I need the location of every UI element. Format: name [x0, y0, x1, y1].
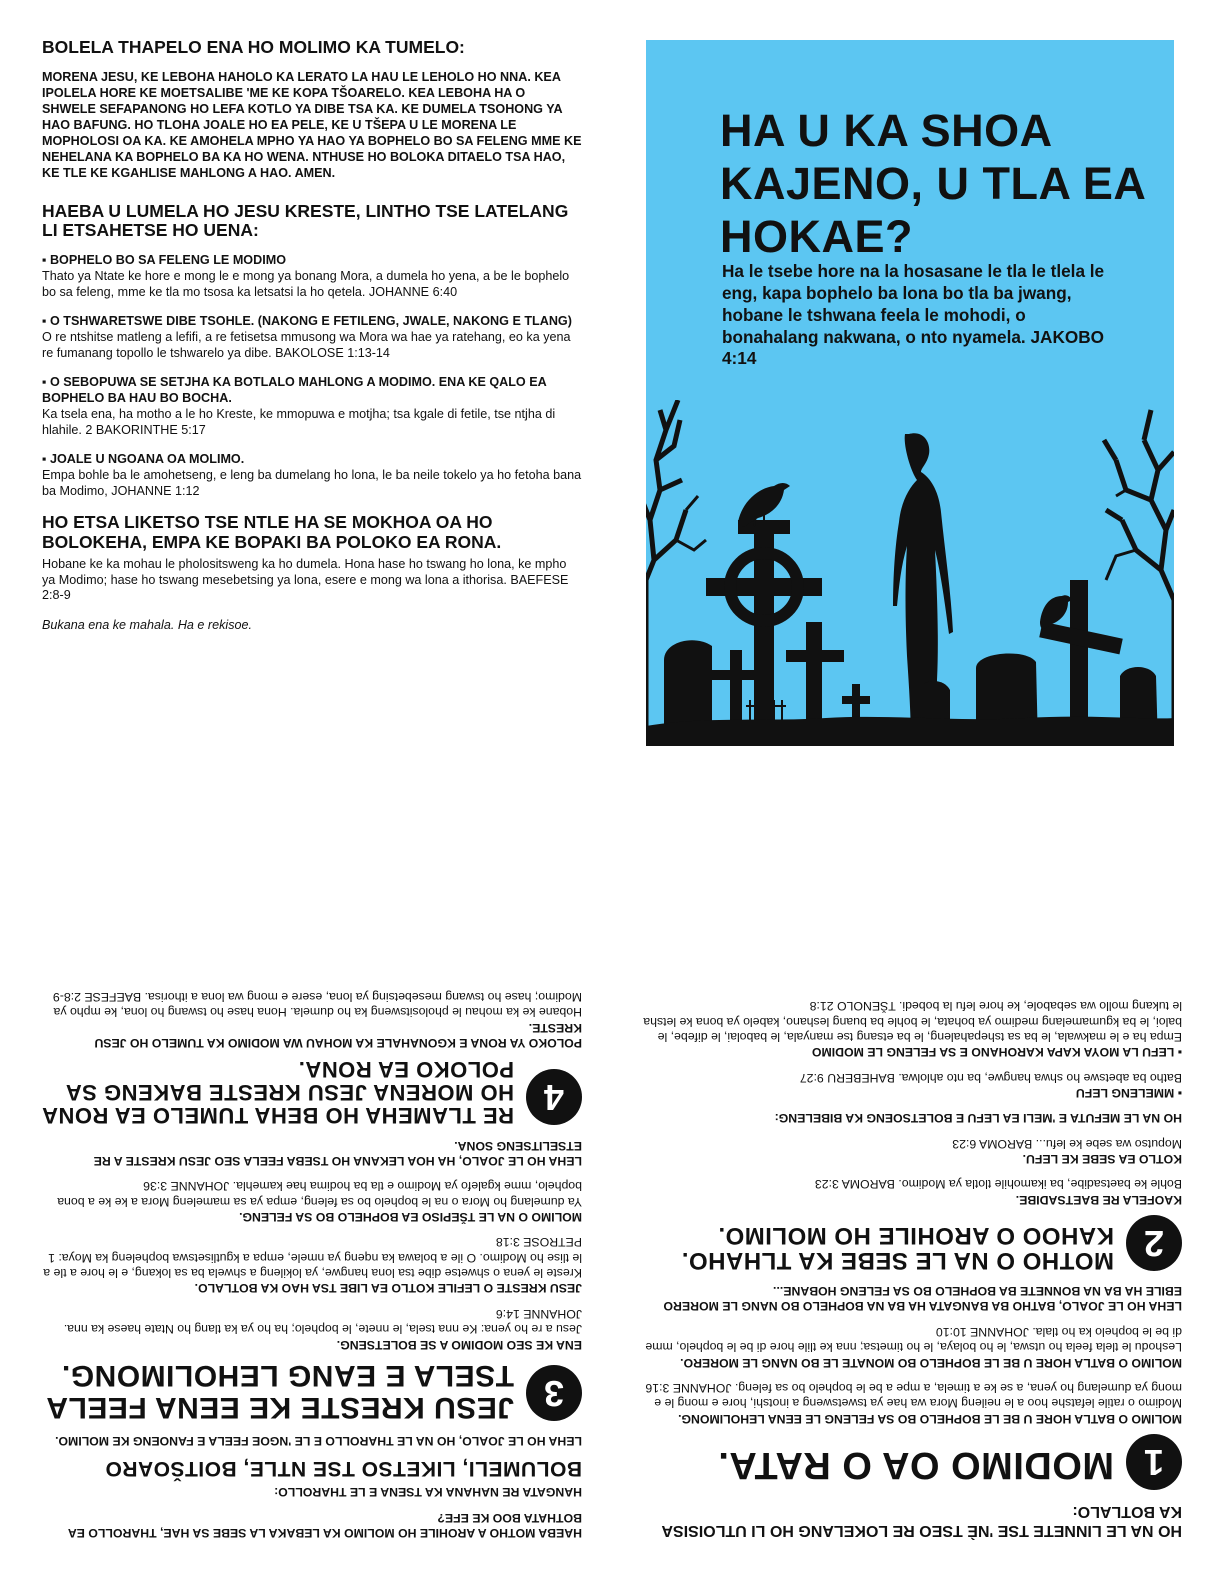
step-number-badge: 2	[1126, 1215, 1182, 1271]
list-item	[42, 452, 582, 500]
truths-page-1-2	[642, 800, 1182, 1540]
point-title: MOLIMO O NA LE TŠEPISO EA BOPHELO BO SA FELENG.	[239, 1210, 582, 1225]
step-3-point	[42, 1234, 582, 1295]
point-title: POLOKO YA RONA E KGONAHALE KA MOHAU WA MODIMO KA TUMELO HO JESU KRESTE.	[94, 1020, 582, 1050]
step-3-conclusion: LEHA HO LE JOALO, HA HOA LEKANA HO TSEBA FEELA SEO JESU KRESTE A RE ETSELITSENG SONA.	[93, 1138, 582, 1168]
item-body: Thato ya Ntate ke hore e mong le e mong ya bonang Mora, a dumela ho yena, a be le bophelo bo sa feleng, mme ke tla mo tsosa ka letsatsi la ho qetela. JOHANNE 6:40	[42, 269, 570, 300]
point-body: Ya dumelang ho Mora o na le bophelo bo sa feleng, empa ya sa mameleng Mora a ke ke a bona bophelo, mme kgalefo ya Modimo e tla ba hodima hae kamehla. JOHANNE 3:36	[57, 1179, 582, 1209]
step-3-point	[42, 1178, 582, 1224]
step-2-point	[642, 1135, 1182, 1166]
item-body: Ka tsela ena, ha motho a le ho Kreste, ke mmopuwa e motjha; tsa kgale di fetile, tse ntjha di hlahile. 2 BAKORINTHE 5:17	[42, 407, 556, 438]
cover-title: HA U KA SHOA KAJENO, U TLA EA HOKAE?	[720, 105, 1145, 263]
point-title: MOLIMO O BATLA HORE U BE LE BOPHELO BO SA FELENG LE EENA LEHOLIMONG.	[678, 1411, 1182, 1426]
celtic-cross	[706, 520, 822, 746]
step-number-badge: 4	[526, 1069, 582, 1125]
truths-intro: HO NA LE LINNETE TSE 'NÈ TSEO RE LOKELANG HO LI UTLOISISA KA BOTLALO:	[662, 1502, 1182, 1539]
item-body: Empa bohle ba le amohetseng, e leng ba dumelang ho lona, le ba neile tokelo ya ho fetoha bana ba Modimo, JOHANNE 1:12	[42, 468, 582, 498]
point-body: Jesu a re ho yena: Ke nna tsela, le nnete, le bophelo; ha ho ya ka tlang ho Ntate haese ka nna. JOHANNE 14:6	[63, 1306, 582, 1337]
point-title: KOTLO EA SEBE KE LEFU.	[1022, 1152, 1182, 1167]
step-2-point	[642, 998, 1182, 1059]
works-heading: HO ETSA LIKETSO TSE NTLE HA SE MOKHOA OA HO BOLOKEHA, EMPA KE BOPAKI BA POLOKO EA RONA.	[42, 511, 502, 552]
point-body: Modimo o ratile lefatshe hoo a le neileng Mora wa hae ya tswetsweng a inotshi, hore e mong le e mong ya dumelang ho yena, a se ke a timela, a mpe a be le bophelo bo sa feleng. JOHANNE 3:16	[645, 1380, 1182, 1411]
item-body: O re ntshitse matleng a lefifi, a re fetisetsa mmusong wa Mora wa hae ya ratehang, eo ka yena re fumanang topollo le tshwarelo ya dibe. BAKOLOSE 1:13-14	[42, 330, 571, 361]
list-item	[42, 375, 582, 439]
graveyard-illustration	[646, 400, 1174, 746]
point-title: JESU KRESTE O LEFILE KOTLO EA LIBE TSA HAO KA BOTLALO.	[194, 1281, 582, 1296]
solution-after: LEHA HO LE JOALO, HO NA LE THAROLLO E LE 'NGOE FEELA E FANOENG KE MOLIMO.	[55, 1433, 582, 1448]
item-title: ▪ O SEBOPUWA SE SETJHA KA BOTLALO MAHLONG A MODIMO. ENA KE QALO EA BOPHELO BA HAU BO BOCHA.	[42, 375, 547, 406]
solution-question: HAEBA MOTHO A AROHILE HO MOLIMO KA LEBAKA LA SEBE SA HAE, THAROLLO EA BOTHATA BOO KE EFE?	[68, 1510, 582, 1540]
point-body: Bohle ke baetsadibe, ba ikamohile tlotla ya Modimo. BAROMA 3:23	[814, 1177, 1182, 1192]
step-title: MOTHO O NA LE SEBE KA TLHAHO. KAHOO O AROHILE HO MOLIMO.	[681, 1221, 1114, 1274]
step-title: MODIMO OA O RATA.	[717, 1443, 1114, 1486]
step-2-point	[642, 1069, 1182, 1100]
point-title: MOLIMO O BATLA HORE U BE LE BOPHELO BO MONATE LE BO NANG LE MORERO.	[680, 1355, 1182, 1370]
prayer-text: MORENA JESU, KE LEBOHA HAHOLO KA LERATO LA HAU LE LEHOLO HO NNA. KEA IPOLELA HORE KE MOETSALIBE 'ME KE KOPA TŠOARELO. KEA LEBOHA HA O SHWELE SEFAPANONG HO LEFA KOTLO YA DIBE TSA KA. KE DUMELA TSOHONG YA HAO BAFUNG. HO TLOHA JOALE HO EA PELE, KE U TŠEPA U LE MORENA LE MOPHOLOSI OA KA. KE AMOHELA MPHO YA HAO YA BOPHELO BO SA FELENG MME KE NEHELANA KA BOPHELO BA KA HO WENA. NTHUSE HO BOLOKA DITAELO TSA HAO, KE TLE KE KGAHLISE MAHLONG A HAO. AMEN.	[42, 69, 582, 180]
step-1	[642, 1434, 1182, 1492]
point-body: Leshodu le tlela feela ho utswa, le ho bolaya, le ho timetsa; nna ke tlile hore di be le bophelo, mme di be le bophelo ka ho tlala. JOHANNE 10:10	[645, 1324, 1182, 1355]
point-body: Empa ha e le makwala, le ba sa tshepahaleng, le ba etsang tse manyala, le babolai, le difebe, le baloi, le ba kgumamelang medimo ya bohata, le bohle ba buang leshano, kabelo ya bona ke letsha le tukang mollo wa sebabole, ke hore lefu la bobedi. TŠENOLO 21:8	[643, 999, 1182, 1044]
solution-list: BOLUMELI, LIKETSO TSE NTLE, BOITŠOARO	[104, 1456, 582, 1480]
death-types-heading: HO NA LE MEFUTA E 'MELI EA LEFU E BOLETSOENG KA BIBELENG:	[774, 1111, 1182, 1126]
step-3	[42, 1360, 582, 1423]
point-title: ENA KE SEO MODIMO A SE BOLETSENG.	[336, 1337, 582, 1352]
free-note: Bukana ena ke mahala. Ha e rekisoe.	[42, 618, 253, 633]
item-title: ▪ JOALE U NGOANA OA MOLIMO.	[42, 452, 245, 467]
cover-panel	[646, 40, 1174, 746]
step-2	[642, 1215, 1182, 1273]
list-item	[42, 314, 582, 362]
crow-right	[1040, 595, 1072, 629]
step-number-badge: 3	[526, 1365, 582, 1421]
point-title: ▪ MMELENG LEFU	[1075, 1085, 1182, 1100]
step-2-point	[642, 1176, 1182, 1207]
point-title: ▪ LEFU LA MOYA KAPA KAROHANO E SA FELENG LE MODIMO	[811, 1045, 1182, 1060]
list-item	[42, 253, 582, 301]
step-1-point	[642, 1323, 1182, 1369]
ground	[646, 717, 1174, 746]
point-body: Hobane ke ka mohau le pholositsweng ka ho dumela. Hona hase ho tswang ho lona, ke mpho ya Modimo; hase ho tswang mesebetsing ya lona, esere e mong wa lona a ithorisa. BAEFESE 2:8-9	[52, 989, 582, 1020]
prayer-page	[42, 38, 582, 632]
step-1-conclusion: LEHA HO LE JOALO, BATHO BA BANGATA HA BA NA BOPHELO BO NANG LE MORERO EBILE HA BA NA BONNETE BA BOPHELO BO SA FELENG HOBANE...	[663, 1284, 1182, 1314]
point-body: Batho ba abetswe ho shwa hangwe, ba nto ahlolwa. BAHEBERU 9:27	[799, 1070, 1182, 1085]
item-title: ▪ BOPHELO BO SA FELENG LE MODIMO	[42, 253, 286, 268]
solution-sub: HANGATA RE NAHANA KA TSENA E LE THAROLLO:	[274, 1485, 582, 1500]
point-body: Kreste le yena o shwetse dibe tsa lona hangwe, ya lokileng a shwela ba sa lokang, e le hore a tle a le tlise ho Modimo. O ile a bolawa ka nqeng ya nmele, empa a kgutlisetswa bopheleng ka Moya: 1 PETROSE 3:18	[43, 1235, 582, 1281]
step-number-badge: 1	[1126, 1434, 1182, 1490]
step-title: JESU KRESTE KE EENA FEELA TSELA E EANG LEHOLIMONG.	[46, 1359, 514, 1424]
step-3-point	[42, 1305, 582, 1351]
cover-verse: Ha le tsebe hore na la hosasane le tla le tlela le eng, kapa bophelo ba lona bo tla ba jwang, hobane le tshwana feela le mohodi, o bonahalang nakwana, o nto nyamela. JAKOBO 4:14	[722, 261, 1105, 369]
works-body: Hobane ke ka mohau le pholositsweng ka ho dumela. Hona hase ho tswang ho lona, ke mpho ya Modimo; hase ho tswang mesebetsing ya lona, esere e mong wa lona a ithorisa. BAEFESE 2:8-9	[42, 556, 569, 603]
point-title: KAOFELA RE BAETSADIBE.	[1015, 1192, 1182, 1207]
believe-heading: HAEBA U LUMELA HO JESU KRESTE, LINTHO TSE LATELANG LI ETSAHETSE HO UENA:	[42, 200, 569, 241]
step-4	[42, 1058, 582, 1127]
point-body: Moputso wa sebe ke lefu... BAROMA 6:23	[952, 1136, 1182, 1151]
step-1-point	[642, 1380, 1182, 1426]
step-title: RE TLAMEHA HO BEHA TUMELO EA RONA HO MORENA JESU KRESTE BAKENG SA POLOKO EA RONA.	[42, 1057, 514, 1129]
truths-page-3-4	[42, 800, 582, 1540]
step-4-point	[42, 989, 582, 1050]
prayer-heading: BOLELA THAPELO ENA HO MOLIMO KA TUMELO:	[42, 37, 465, 57]
item-title: ▪ O TSHWARETSWE DIBE TSOHLE. (NAKONG E FETILENG, JWALE, NAKONG E TLANG)	[42, 314, 572, 329]
